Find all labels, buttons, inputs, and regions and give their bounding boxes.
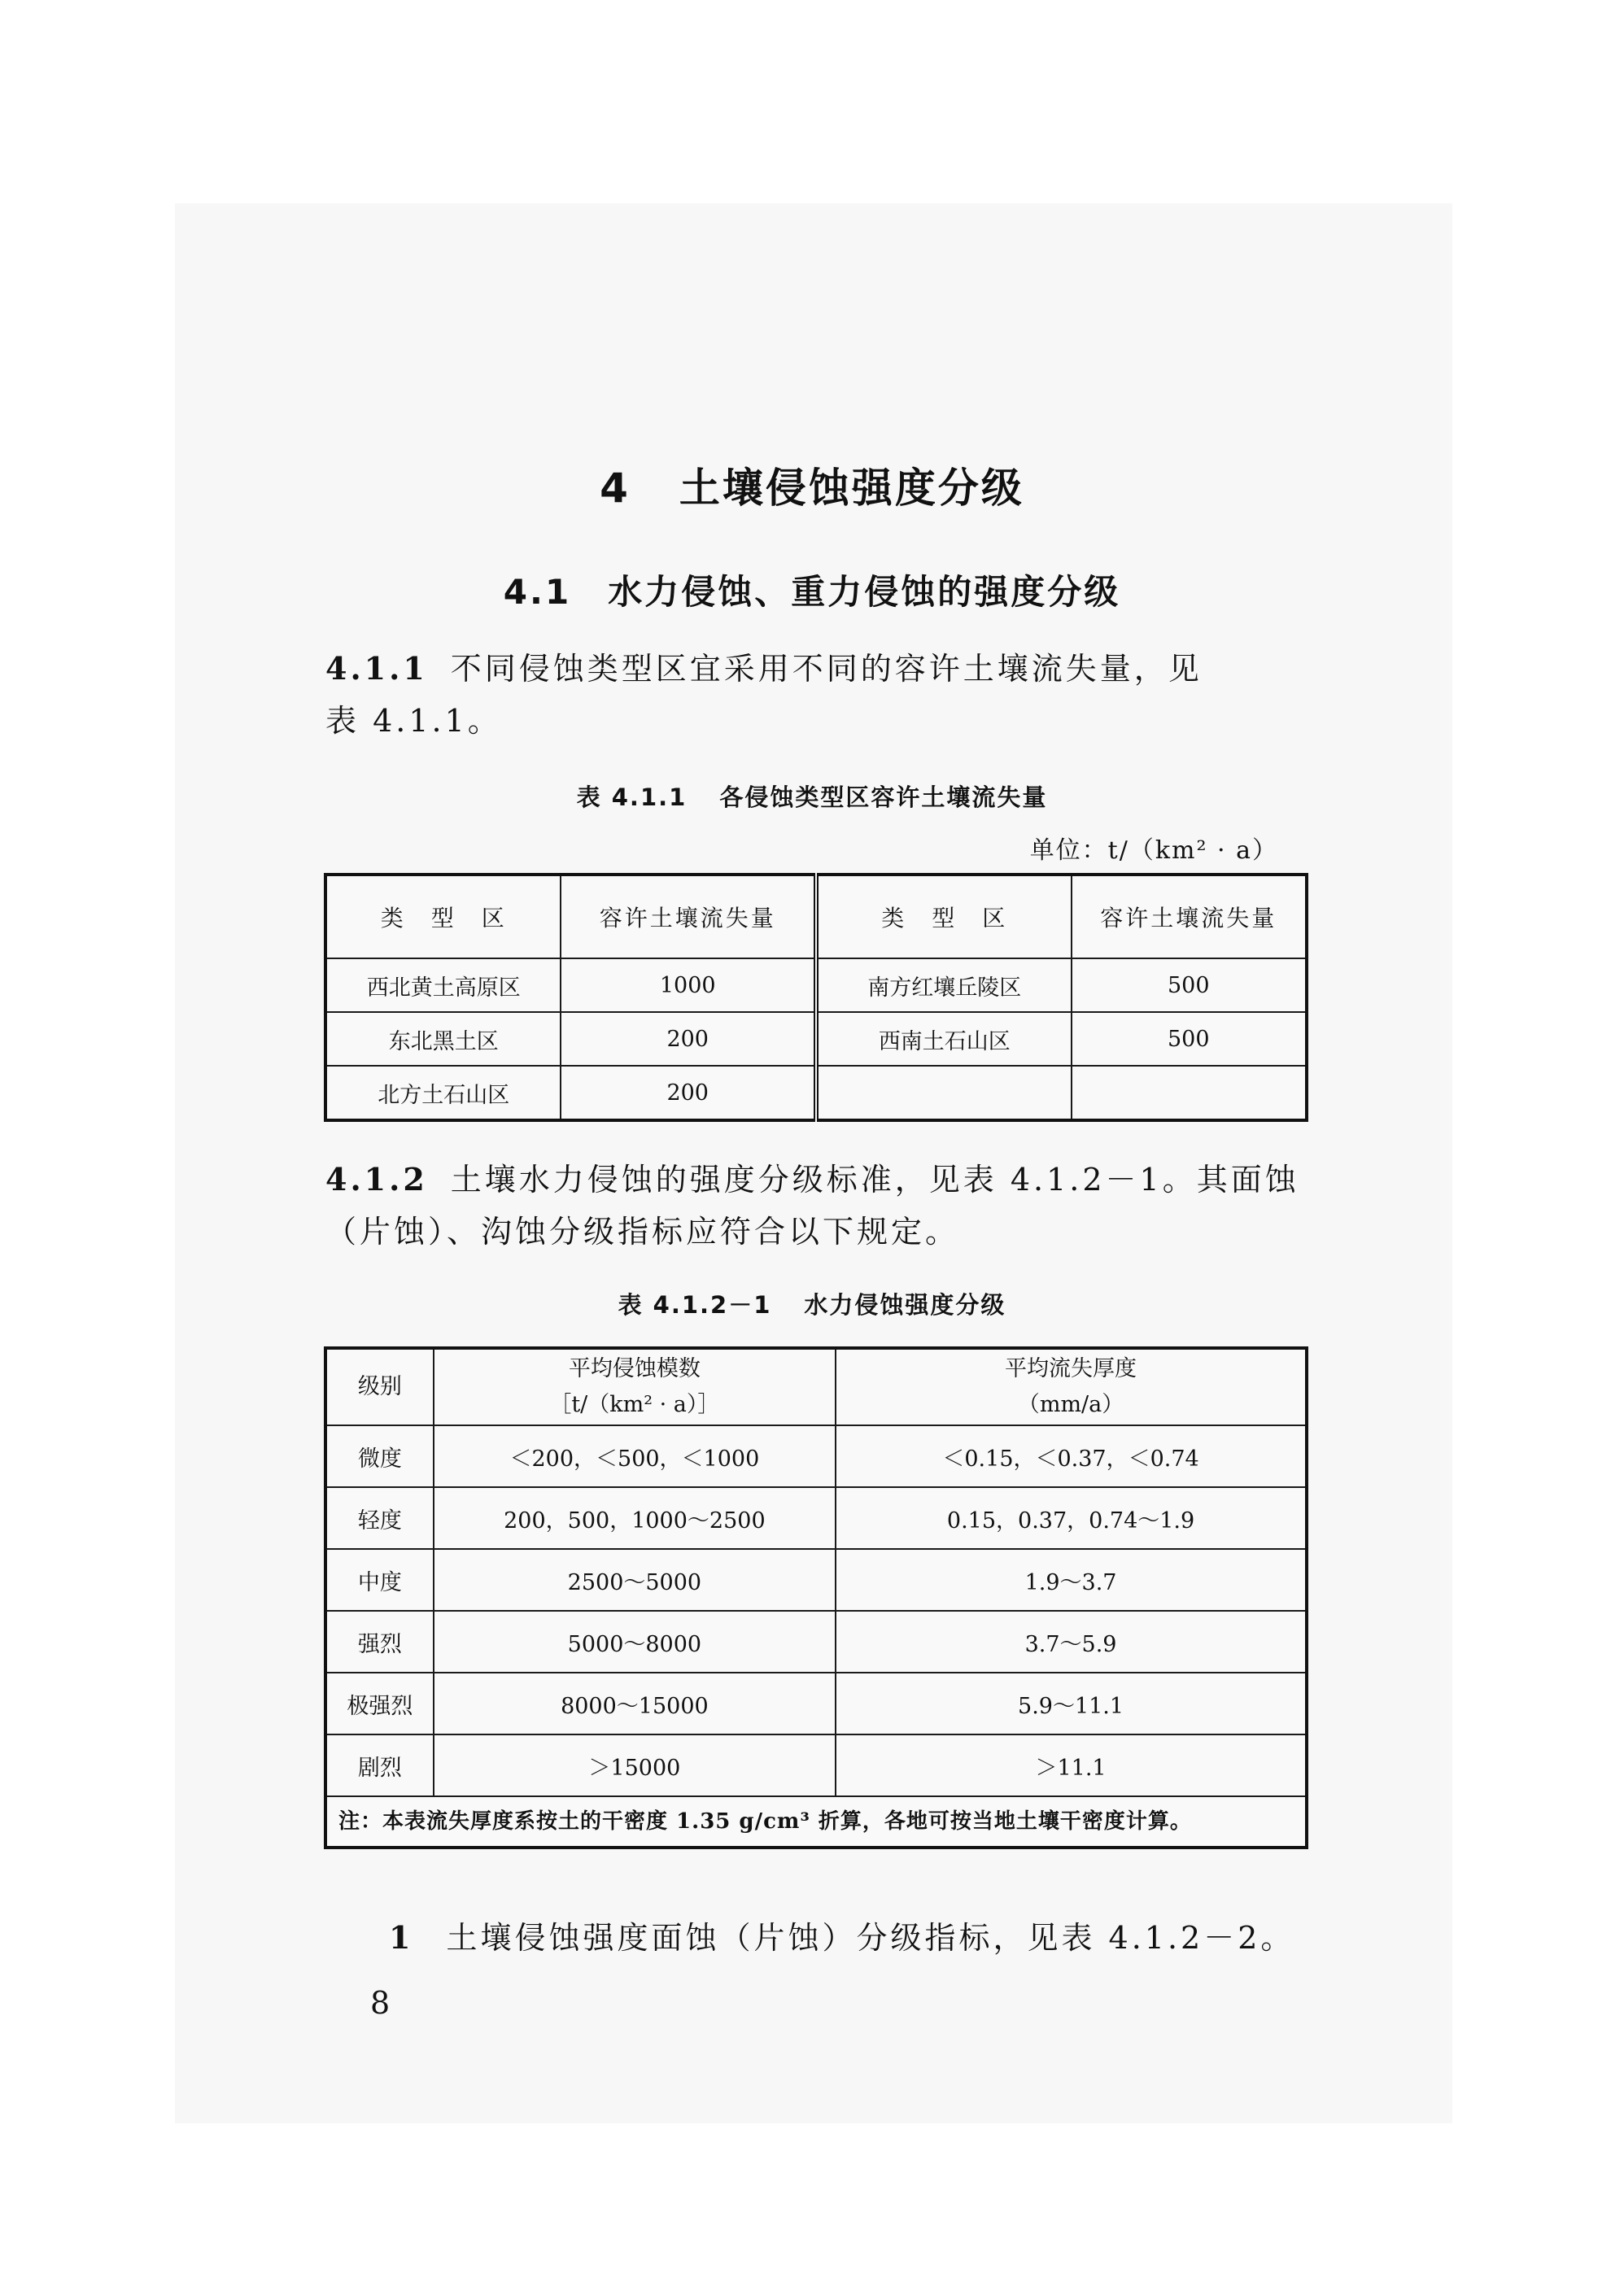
section-title: 水力侵蚀、重力侵蚀的强度分级 xyxy=(608,572,1121,612)
table-cell xyxy=(816,1066,1072,1120)
table-cell: ＜0.15，＜0.37，＜0.74 xyxy=(836,1425,1307,1487)
clause-line-2: 表 4.1.1。 xyxy=(325,703,502,739)
table-4-1-1 xyxy=(324,873,1308,1122)
table-unit: 单位：t/（km² · a） xyxy=(1029,836,1278,865)
table-note-row xyxy=(325,1796,1307,1848)
table-cell: 1000 xyxy=(561,958,816,1012)
table-4-1-1-caption xyxy=(0,779,1624,813)
header-unit: （mm/a） xyxy=(1017,1392,1124,1417)
table-cell: ＜200，＜500，＜1000 xyxy=(434,1425,836,1487)
table-row xyxy=(325,1611,1307,1673)
clause-text: 不同侵蚀类型区宜采用不同的容许土壤流失量，见 xyxy=(450,651,1203,687)
table-cell: 3.7～5.9 xyxy=(836,1611,1307,1673)
table-cell: 200，500，1000～2500 xyxy=(434,1487,836,1549)
table-cell: 2500～5000 xyxy=(434,1549,836,1611)
table-cell: 200 xyxy=(561,1066,816,1120)
table-cell: 强烈 xyxy=(325,1611,434,1673)
table-cell: 500 xyxy=(1072,1012,1307,1066)
header-cell: 类 型 区 xyxy=(325,875,561,958)
table-cell: 西北黄土高原区 xyxy=(325,958,561,1012)
table-cell: 轻度 xyxy=(325,1487,434,1549)
clause-number: 4.1.2 xyxy=(325,1161,428,1198)
table-header-row xyxy=(325,875,1307,958)
table-cell: 微度 xyxy=(325,1425,434,1487)
table-cell: ＞15000 xyxy=(434,1734,836,1796)
table-row xyxy=(325,1673,1307,1734)
section-number: 4.1 xyxy=(503,572,572,612)
table-cell: 南方红壤丘陵区 xyxy=(816,958,1072,1012)
section-heading xyxy=(0,565,1624,614)
table-cell: 极强烈 xyxy=(325,1673,434,1734)
table-cell: 剧烈 xyxy=(325,1734,434,1796)
header-cell: 容许土壤流失量 xyxy=(1072,875,1307,958)
table-row xyxy=(325,1425,1307,1487)
table-row xyxy=(325,958,1307,1012)
table-cell: 西南土石山区 xyxy=(816,1012,1072,1066)
table-cell: ＞11.1 xyxy=(836,1734,1307,1796)
item-number: 1 xyxy=(389,1919,414,1956)
table-number: 表 4.1.1 xyxy=(576,783,688,811)
table-header-row xyxy=(325,1348,1307,1425)
header-unit: ［t/（km² · a）］ xyxy=(549,1392,720,1417)
clause-line-1 xyxy=(325,1154,1302,1206)
table-cell: 0.15，0.37，0.74～1.9 xyxy=(836,1487,1307,1549)
item-text: 土壤侵蚀强度面蚀（片蚀）分级指标，见表 4.1.2－2。 xyxy=(446,1920,1295,1956)
table-cell: 东北黑土区 xyxy=(325,1012,561,1066)
table-cell: 200 xyxy=(561,1012,816,1066)
header-cell-modulus xyxy=(434,1348,836,1425)
clause-line-2: （片蚀）、沟蚀分级指标应符合以下规定。 xyxy=(325,1214,960,1250)
table-row xyxy=(325,1549,1307,1611)
table-title: 水力侵蚀强度分级 xyxy=(804,1291,1006,1319)
table-cell: 5000～8000 xyxy=(434,1611,836,1673)
header-cell: 容许土壤流失量 xyxy=(561,875,816,958)
table-number: 表 4.1.2－1 xyxy=(618,1291,772,1319)
table-title: 各侵蚀类型区容许土壤流失量 xyxy=(719,783,1048,811)
table-cell: 8000～15000 xyxy=(434,1673,836,1734)
table-cell: 1.9～3.7 xyxy=(836,1549,1307,1611)
clause-4-1-1 xyxy=(325,643,1302,747)
header-cell-level: 级别 xyxy=(325,1348,434,1425)
clause-text: 土壤水力侵蚀的强度分级标准，见表 4.1.2－1。其面蚀 xyxy=(450,1162,1299,1198)
table-4-1-2-1-caption xyxy=(0,1287,1624,1320)
header-cell-thickness xyxy=(836,1348,1307,1425)
table-note: 注：本表流失厚度系按土的干密度 1.35 g/cm³ 折算，各地可按当地土壤干密度计算。 xyxy=(325,1796,1307,1848)
chapter-number: 4 xyxy=(600,465,631,512)
clause-number: 4.1.1 xyxy=(325,650,428,687)
table-4-1-2-1 xyxy=(324,1346,1308,1849)
item-1 xyxy=(389,1912,1308,1964)
table-row xyxy=(325,1487,1307,1549)
header-label: 平均侵蚀模数 xyxy=(568,1356,701,1381)
page-number: 8 xyxy=(370,1985,391,2021)
table-row xyxy=(325,1012,1307,1066)
table-cell: 北方土石山区 xyxy=(325,1066,561,1120)
table-row xyxy=(325,1066,1307,1120)
table-row xyxy=(325,1734,1307,1796)
chapter-heading xyxy=(0,456,1624,514)
header-cell: 类 型 区 xyxy=(816,875,1072,958)
clause-line-1 xyxy=(325,643,1302,695)
chapter-title: 土壤侵蚀强度分级 xyxy=(679,465,1024,512)
header-label: 平均流失厚度 xyxy=(1005,1356,1137,1381)
table-cell xyxy=(1072,1066,1307,1120)
table-cell: 500 xyxy=(1072,958,1307,1012)
clause-4-1-2 xyxy=(325,1154,1302,1258)
table-cell: 中度 xyxy=(325,1549,434,1611)
table-cell: 5.9～11.1 xyxy=(836,1673,1307,1734)
